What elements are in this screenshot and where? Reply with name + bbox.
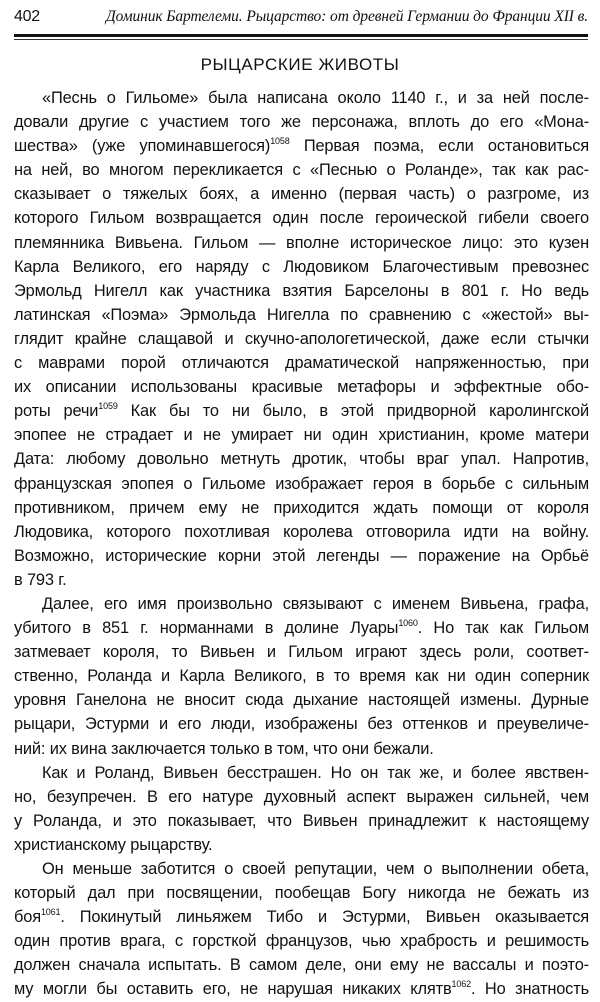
footnote-ref[interactable]: 1061	[40, 907, 61, 918]
text-line: глядит крайне слащавой и скучно-апологетической, даже если стычки	[14, 329, 589, 348]
text-line: рыцари, Эстурми и его люди, изображены без оттенков и преувеличе-	[14, 715, 589, 734]
text-line: латинская «Поэма» Эрмольда Нигелла по сравнению с «жестой» вы-	[14, 305, 589, 324]
text-line: в 793 г.	[14, 570, 67, 589]
text-line: убитого в 851 г. норманнами в долине Луары$^{1060}$. Но так как Гильом	[14, 618, 589, 638]
text-line: христианскому рыцарству.	[14, 835, 213, 854]
text-line: Людовика, которого похотливая королева отговорила идти на войну.	[14, 522, 589, 541]
text-line: один против врага, с горсткой французов, чью храбрость и решимость	[14, 932, 589, 951]
footnote-ref[interactable]: 1060	[398, 618, 418, 629]
paragraph	[14, 86, 589, 592]
text-line: который дал при посвящении, пообещав Богу никогда не бежать из	[14, 884, 589, 903]
text-line: Дата: любому довольно метнуть дротик, чтобы враг упал. Напротив,	[14, 450, 589, 469]
text-line: которого Гильом возвращается один после героической гибели своего	[14, 209, 589, 228]
text-line: у Роланда, и это показывает, что Вивьен принадлежит к настоящему	[14, 811, 589, 830]
chapter-title: РЫЦАРСКИЕ ЖИВОТЫ	[200, 55, 400, 74]
footnote-ref[interactable]: 1059	[98, 401, 118, 412]
text-line: довали другие с участием того же персонажа, вплоть до его «Мона-	[14, 113, 589, 132]
body-text	[14, 86, 589, 1002]
text-line: му могли бы оставить его, не нарушая никаких клятв$^{1062}$. Но знатность	[14, 979, 589, 999]
text-line: уровня Ганелона не вносит сюда дыхание настоящей измены. Дурные	[14, 691, 589, 710]
footnote-ref[interactable]: 1058	[270, 136, 290, 147]
paragraph	[14, 761, 589, 857]
text-line: роты речи$^{1059}$ Как бы то ни было, в этой придворной каролингской	[14, 401, 589, 421]
running-head	[14, 8, 588, 28]
text-line: должен сначала испытать. В самом деле, они ему не вассалы и поэто-	[14, 956, 589, 975]
text-line: противником, причем ему не приходится ждать помощи от короля	[14, 498, 589, 517]
text-line: на ней, во многом перекликается с «Песнью о Роланде», так как рас-	[14, 161, 589, 180]
text-line: боя$^{1061}$. Покинутый линьяжем Тибо и Эстурми, Вивьен оказывается	[14, 907, 589, 927]
page-number: 402	[14, 8, 40, 25]
text-line: племянника Вивьена. Гильом — вполне историческое лицо: это кузен	[14, 233, 589, 252]
header-rule-thick	[14, 34, 588, 37]
text-line: их описании использованы красивые метафоры и эффектные обо-	[14, 378, 589, 397]
text-line: ственно, Роланда и Карла Великого, в то время как ни один соперник	[14, 667, 589, 686]
text-line: Эрмольд Нигелл как участника взятия Барселоны в 801 г. Но ведь	[14, 281, 589, 300]
text-line: шества» (уже упоминавшегося)$^{1058}$ Первая поэма, если остановиться	[14, 136, 590, 156]
footnote-ref[interactable]: 1062	[451, 979, 471, 990]
text-line: Как и Роланд, Вивьен бесстрашен. Но он так же, и более явствен-	[42, 763, 589, 782]
running-title: Доминик Бартелеми. Рыцарство: от древней Германии до Франции XII в.	[105, 8, 588, 25]
text-line: с маврами порой отличаются драматической напряженностью, при	[14, 354, 589, 373]
paragraph	[14, 857, 589, 1002]
text-line: затмевает короля, то Вивьен и Гильом играют здесь роли, соответ-	[14, 643, 589, 662]
paragraph	[14, 592, 589, 761]
text-line: Далее, его имя произвольно связывают с именем Вивьена, графа,	[42, 594, 589, 613]
text-line: сказывает о тяжелых боях, а именно (первая часть) о разгроме, из	[14, 185, 589, 204]
text-line: Он меньше заботится о своей репутации, чем о выполнении обета,	[42, 860, 589, 878]
text-line: французская эпопея о Гильоме изображает героя в борьбе с сильным	[14, 474, 589, 493]
text-line: эпопее не страдает и не умирает ни один христианин, кроме матери	[14, 426, 589, 445]
header-rule-thin	[14, 39, 588, 40]
text-line: Карла Великого, его наряду с Людовиком Благочестивым превознес	[14, 257, 589, 276]
text-line: «Песнь о Гильоме» была написана около 1140 г., и за ней после-	[42, 89, 589, 107]
text-line: но, безупречен. В его натуре духовный аспект выражен сильней, чем	[14, 787, 589, 806]
text-line: Возможно, исторические корни этой легенды — поражение на Орбьё	[14, 546, 589, 565]
text-line: ний: их вина заключается только в том, что они бежали.	[14, 739, 434, 758]
